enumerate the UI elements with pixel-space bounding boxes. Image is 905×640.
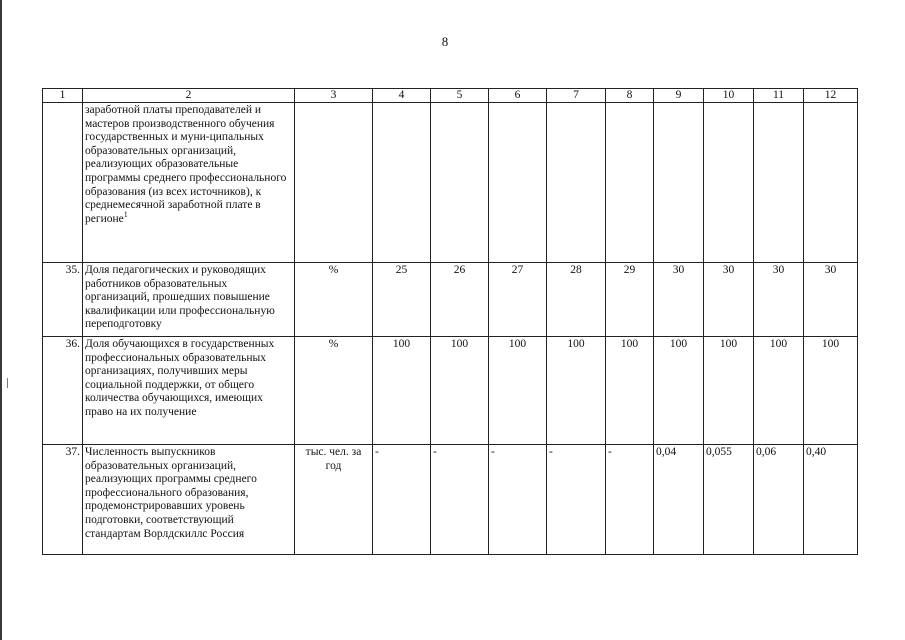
value-cell: - <box>431 445 489 555</box>
value-cell <box>489 103 547 263</box>
page-number: 8 <box>441 34 449 49</box>
value-cell: 27 <box>489 263 547 337</box>
value-cell: 0,055 <box>704 445 754 555</box>
value-cell: - <box>373 445 431 555</box>
value-cell <box>754 103 804 263</box>
column-header: 5 <box>431 89 489 103</box>
value-cell: 30 <box>704 263 754 337</box>
column-header: 11 <box>754 89 804 103</box>
value-cell: - <box>606 445 654 555</box>
row-number-cell <box>43 103 83 263</box>
column-header: 9 <box>654 89 704 103</box>
column-header: 6 <box>489 89 547 103</box>
table-row <box>43 263 858 337</box>
value-cell: 29 <box>606 263 654 337</box>
unit-cell: % <box>295 263 373 337</box>
column-header: 3 <box>295 89 373 103</box>
table-row <box>43 337 858 445</box>
value-cell <box>373 103 431 263</box>
value-cell <box>431 103 489 263</box>
value-cell <box>547 103 606 263</box>
column-header: 1 <box>43 89 83 103</box>
unit-cell: % <box>295 337 373 445</box>
unit-cell: тыс. чел. за год <box>295 445 373 555</box>
value-cell: 100 <box>431 337 489 445</box>
value-cell: 100 <box>373 337 431 445</box>
value-cell <box>704 103 754 263</box>
value-cell: 100 <box>754 337 804 445</box>
column-header: 8 <box>606 89 654 103</box>
row-number: 35. <box>43 263 83 337</box>
row-number: 37. <box>43 445 83 555</box>
indicator-name: заработной платы преподавателей и мастеров производственного обучения государственных и муни-ципальных образовательных организаций, реализующих образовательные программы среднего профессионального образования (из всех источников), к среднемесячной заработной плате в регионе <box>85 104 287 225</box>
indicator-name-cell <box>83 103 295 263</box>
table-row-continuation <box>43 103 858 263</box>
column-header: 7 <box>547 89 606 103</box>
value-cell: 100 <box>704 337 754 445</box>
value-cell: 0,06 <box>754 445 804 555</box>
page-left-edge <box>0 0 2 640</box>
value-cell: 28 <box>547 263 606 337</box>
value-cell: 26 <box>431 263 489 337</box>
value-cell: 100 <box>804 337 858 445</box>
footnote-marker: 1 <box>123 209 128 219</box>
value-cell: - <box>489 445 547 555</box>
value-cell: 0,04 <box>654 445 704 555</box>
value-cell: 0,40 <box>804 445 858 555</box>
value-cell <box>606 103 654 263</box>
value-cell: 30 <box>804 263 858 337</box>
column-header: 4 <box>373 89 431 103</box>
table-header-row <box>43 89 858 103</box>
value-cell <box>654 103 704 263</box>
value-cell <box>804 103 858 263</box>
table-row <box>43 445 858 555</box>
indicator-name: Доля педагогических и руководящих работников образовательных организаций, прошедших повышение квалификации или профессиональную переподготовку <box>83 263 295 337</box>
value-cell: - <box>547 445 606 555</box>
row-number: 36. <box>43 337 83 445</box>
value-cell: 25 <box>373 263 431 337</box>
indicator-name: Численность выпускников образовательных организаций, реализующих программы среднего профессионального образования, продемонстрировавших уровень подготовки, соответствующий стандартам Ворлдскиллс Россия <box>83 445 295 555</box>
value-cell: 100 <box>606 337 654 445</box>
column-header: 2 <box>83 89 295 103</box>
column-header: 12 <box>804 89 858 103</box>
indicator-name: Доля обучающихся в государственных профессиональных образовательных организациях, получивших меры социальной поддержки, от общего количества обучающихся, имеющих право на их получение <box>83 337 295 445</box>
value-cell: 30 <box>754 263 804 337</box>
value-cell: 30 <box>654 263 704 337</box>
value-cell: 100 <box>489 337 547 445</box>
value-cell: 100 <box>547 337 606 445</box>
unit-cell <box>295 103 373 263</box>
page-edge-mark <box>7 378 8 388</box>
indicator-table <box>42 88 858 555</box>
column-header: 10 <box>704 89 754 103</box>
value-cell: 100 <box>654 337 704 445</box>
